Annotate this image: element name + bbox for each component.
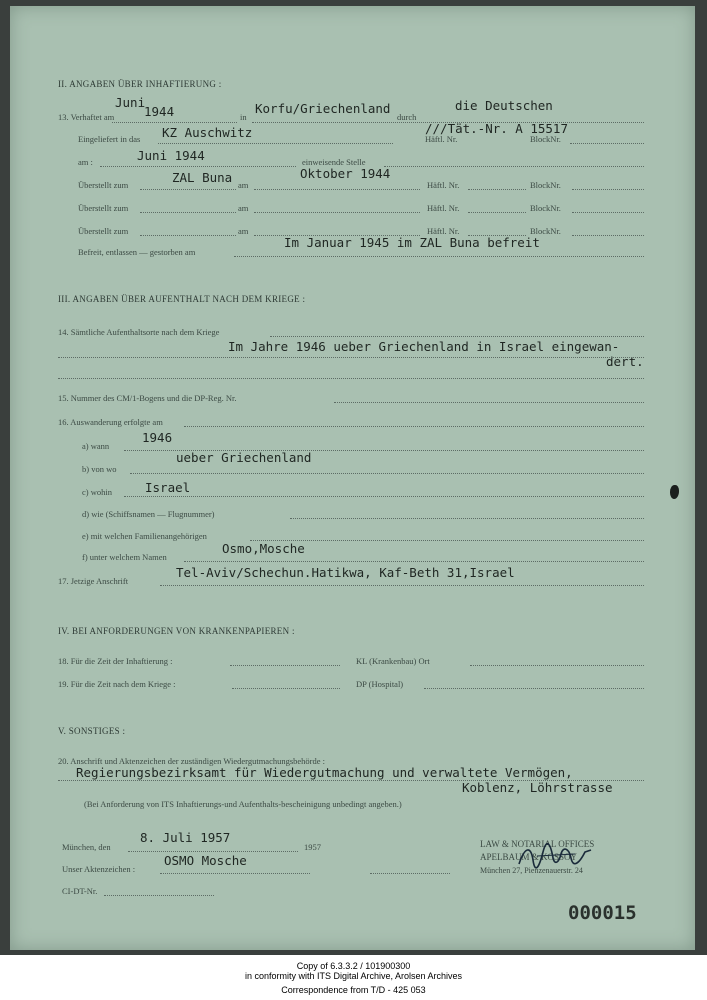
dotted-line bbox=[290, 518, 644, 519]
dotted-line bbox=[370, 873, 450, 874]
dotted-line bbox=[104, 895, 214, 896]
dotted-line bbox=[334, 402, 644, 403]
dotted-line bbox=[254, 212, 420, 213]
dotted-line bbox=[124, 496, 644, 497]
label-20: 20. Anschrift und Aktenzeichen der zuständigen Wiedergutmachungsbehörde : bbox=[58, 756, 326, 766]
dotted-line bbox=[254, 189, 420, 190]
arrest-place: Korfu/Griechenland bbox=[255, 101, 391, 116]
emigration-name: Osmo,Mosche bbox=[222, 541, 305, 556]
office-stamp-line-2: APELBAUM & KOSSOY bbox=[480, 852, 578, 862]
dotted-line bbox=[230, 665, 340, 666]
label-einweisende-stelle: einweisende Stelle bbox=[302, 157, 366, 167]
dotted-line bbox=[250, 540, 644, 541]
label-muenchen-den: München, den bbox=[62, 842, 111, 852]
authority-line-1: Regierungsbezirksamt für Wiedergutmachung und verwaltete Vermögen, bbox=[76, 765, 573, 780]
current-address: Tel-Aviv/Schechun.Hatikwa, Kaf-Beth 31,Israel bbox=[176, 565, 515, 580]
label-haeftl-nr-1: Häftl. Nr. bbox=[427, 180, 460, 190]
label-durch: durch bbox=[397, 112, 417, 122]
dotted-line bbox=[158, 143, 393, 144]
label-haeftl-nr-3: Häftl. Nr. bbox=[427, 226, 460, 236]
document-number: 000015 bbox=[568, 902, 637, 924]
label-19-dp: DP (Hospital) bbox=[356, 679, 404, 689]
label-18: 18. Für die Zeit der Inhaftierung : bbox=[58, 656, 173, 666]
dotted-line bbox=[424, 688, 644, 689]
footer-line-3: Correspondence from T/D - 425 053 bbox=[281, 985, 426, 995]
label-verhaftet: 13. Verhaftet am bbox=[58, 112, 115, 122]
dotted-line bbox=[572, 235, 644, 236]
label-in: in bbox=[240, 112, 247, 122]
emigration-to: Israel bbox=[145, 480, 191, 495]
arrest-month: Juni bbox=[115, 95, 146, 110]
label-haeftl-nr: Häftl. Nr. bbox=[425, 134, 458, 144]
arrest-year: 1944 bbox=[144, 104, 175, 119]
prisoner-number: ///Tät.-Nr. A 15517 bbox=[425, 121, 568, 136]
label-haeftl-nr-2: Häftl. Nr. bbox=[427, 203, 460, 213]
dotted-line bbox=[160, 873, 310, 874]
office-stamp-line-1: LAW & NOTARIAL OFFICES bbox=[480, 839, 595, 849]
section-2-heading: II. ANGABEN ÜBER INHAFTIERUNG : bbox=[58, 79, 222, 89]
label-15: 15. Nummer des CM/1-Bogens und die DP-Reg. Nr. bbox=[58, 393, 237, 403]
authority-line-2: Koblenz, Löhrstrasse bbox=[462, 780, 613, 795]
dotted-line bbox=[468, 189, 526, 190]
reference-number: OSMO Mosche bbox=[164, 853, 247, 868]
dotted-line bbox=[58, 357, 644, 358]
label-16c: c) wohin bbox=[82, 487, 112, 497]
transfer-date: Oktober 1944 bbox=[300, 166, 391, 181]
liberation-info: Im Januar 1945 im ZAL Buna befreit bbox=[284, 235, 540, 250]
arrested-by: die Deutschen bbox=[455, 98, 553, 113]
year-suffix: 1957 bbox=[304, 842, 321, 852]
label-block-nr: BlockNr. bbox=[530, 134, 561, 144]
dotted-line bbox=[570, 143, 644, 144]
label-cidt: CI-DT-Nr. bbox=[62, 886, 98, 896]
dotted-line bbox=[232, 688, 340, 689]
emigration-when: 1946 bbox=[142, 430, 173, 445]
label-ueberstellt-3: Überstellt zum bbox=[78, 226, 129, 236]
label-aktenzeichen: Unser Aktenzeichen : bbox=[62, 864, 136, 874]
label-19: 19. Für die Zeit nach dem Kriege : bbox=[58, 679, 176, 689]
label-18-kl: KL (Krankenbau) Ort bbox=[356, 656, 430, 666]
label-befreit: Befreit, entlassen — gestorben am bbox=[78, 247, 196, 257]
camp-name: KZ Auschwitz bbox=[162, 125, 253, 140]
label-17: 17. Jetzige Anschrift bbox=[58, 576, 129, 586]
label-14: 14. Sämtliche Aufenthaltsorte nach dem Kriege bbox=[58, 327, 220, 337]
dotted-line bbox=[130, 473, 644, 474]
label-16f: f) unter welchem Namen bbox=[82, 552, 167, 562]
dotted-line bbox=[270, 336, 644, 337]
dotted-line bbox=[58, 780, 644, 781]
section-3-heading: III. ANGABEN ÜBER AUFENTHALT NACH DEM KRIEGE : bbox=[58, 294, 306, 304]
dotted-line bbox=[184, 561, 644, 562]
dotted-line bbox=[572, 212, 644, 213]
dotted-line bbox=[128, 851, 298, 852]
footer-line-2: in conformity with ITS Digital Archive, Arolsen Archives bbox=[244, 971, 463, 981]
label-block-nr-3: BlockNr. bbox=[530, 226, 561, 236]
office-stamp-line-3: München 27, Pienzenauerstr. 24 bbox=[480, 866, 583, 875]
label-ueberstellt-1: Überstellt zum bbox=[78, 180, 129, 190]
dotted-line bbox=[572, 189, 644, 190]
dotted-line bbox=[234, 256, 644, 257]
dotted-line bbox=[140, 189, 236, 190]
dotted-line bbox=[100, 166, 296, 167]
dotted-line bbox=[58, 378, 644, 379]
label-block-nr-2: BlockNr. bbox=[530, 203, 561, 213]
label-block-nr-1: BlockNr. bbox=[530, 180, 561, 190]
residences-line-1: Im Jahre 1946 ueber Griechenland in Israel eingewan- bbox=[228, 339, 620, 354]
label-am: am : bbox=[78, 157, 93, 167]
dotted-line bbox=[384, 166, 644, 167]
label-am-2: am bbox=[238, 203, 249, 213]
emigration-from: ueber Griechenland bbox=[176, 450, 312, 465]
dotted-line bbox=[184, 426, 644, 427]
authority-note: (Bei Anforderung von ITS Inhaftierungs-und Aufenthalts-bescheinigung unbedingt angeben.) bbox=[84, 799, 402, 809]
section-4-heading: IV. BEI ANFORDERUNGEN VON KRANKENPAPIEREN : bbox=[58, 626, 295, 636]
dotted-line bbox=[140, 235, 236, 236]
dotted-line bbox=[140, 212, 236, 213]
dotted-line bbox=[160, 585, 644, 586]
label-am-1: am bbox=[238, 180, 249, 190]
letter-date: 8. Juli 1957 bbox=[140, 830, 231, 845]
label-ueberstellt-2: Überstellt zum bbox=[78, 203, 129, 213]
label-eingeliefert: Eingeliefert in das bbox=[78, 134, 141, 144]
footer-line-1: Copy of 6.3.3.2 / 101900300 bbox=[296, 961, 411, 971]
label-16d: d) wie (Schiffsnamen — Flugnummer) bbox=[82, 509, 215, 519]
dotted-line bbox=[470, 665, 644, 666]
signature-scribble bbox=[515, 842, 595, 872]
section-5-heading: V. SONSTIGES : bbox=[58, 726, 126, 736]
label-16b: b) von wo bbox=[82, 464, 117, 474]
transfer-camp: ZAL Buna bbox=[172, 170, 233, 185]
label-16: 16. Auswanderung erfolgte am bbox=[58, 417, 163, 427]
dotted-line bbox=[112, 122, 237, 123]
label-am-3: am bbox=[238, 226, 249, 236]
residences-line-2: dert. bbox=[606, 354, 644, 369]
dotted-line bbox=[468, 212, 526, 213]
label-16e: e) mit welchen Familienangehörigen bbox=[82, 531, 207, 541]
label-16a: a) wann bbox=[82, 441, 110, 451]
admission-date: Juni 1944 bbox=[137, 148, 205, 163]
